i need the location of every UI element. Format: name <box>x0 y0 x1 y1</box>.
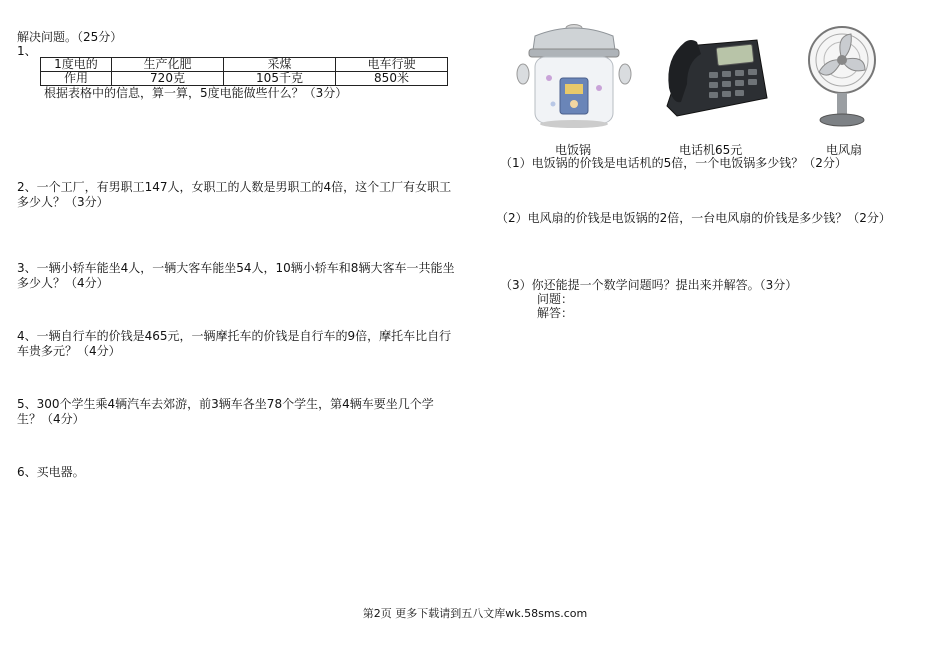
electricity-usage-table <box>40 57 448 86</box>
telephone-icon <box>657 28 772 120</box>
question-1-number: 1、 <box>17 44 37 58</box>
table-value-coal: 105千克 <box>224 72 336 86</box>
question-1-text: 根据表格中的信息，算一算，5度电能做些什么？（3分） <box>44 86 348 100</box>
question-5: 5、300个学生乘4辆汽车去郊游，前3辆车各坐78个学生，第4辆车要坐几个学生？（4分） <box>17 397 434 426</box>
page-footer: 第2页 更多下载请到五八文库wk.58sms.com <box>362 607 588 620</box>
telephone-image <box>657 28 772 120</box>
table-label-line2: 作用 <box>41 72 112 86</box>
table-row <box>41 58 448 72</box>
table-header-fertilizer: 生产化肥 <box>112 58 224 72</box>
table-row <box>41 72 448 86</box>
table-header-tram: 电车行驶 <box>336 58 448 72</box>
question-6-sub3: （3）你还能提一个数学问题吗？提出来并解答。（3分） <box>500 278 798 292</box>
question-6-sub2: （2）电风扇的价钱是电饭锅的2倍，一台电风扇的价钱是多少钱？（2分） <box>496 211 891 225</box>
table-header-coal: 采煤 <box>224 58 336 72</box>
rice-cooker-image <box>515 18 633 130</box>
question-6-title: 6、买电器。 <box>17 465 85 479</box>
question-6-sub1: （1）电饭锅的价钱是电话机的5倍，一个电饭锅多少钱？（2分） <box>500 156 847 170</box>
question-4: 4、一辆自行车的价钱是465元，一辆摩托车的价钱是自行车的9倍，摩托车比自行车贵多元？（4分） <box>17 329 452 358</box>
question-2: 2、一个工厂，有男职工147人，女职工的人数是男职工的4倍，这个工厂有女职工多少人？（3分） <box>17 180 452 209</box>
rice-cooker-icon <box>515 18 633 130</box>
electric-fan-icon <box>805 20 880 128</box>
table-value-fertilizer: 720克 <box>112 72 224 86</box>
rice-cooker-label: 电饭锅 <box>555 143 592 157</box>
question-3: 3、一辆小轿车能坐4人，一辆大客车能坐54人，10辆小轿车和8辆大客车一共能坐多少人？（4分） <box>17 261 455 290</box>
telephone-label: 电话机65元 <box>679 143 743 157</box>
table-value-tram: 850米 <box>336 72 448 86</box>
electric-fan-image <box>805 20 880 128</box>
electric-fan-label: 电风扇 <box>826 143 863 157</box>
question-label: 问题： <box>537 292 574 306</box>
answer-label: 解答： <box>537 306 574 320</box>
table-label-line1: 1度电的 <box>41 58 112 72</box>
section-title: 解决问题。（25分） <box>17 30 123 44</box>
